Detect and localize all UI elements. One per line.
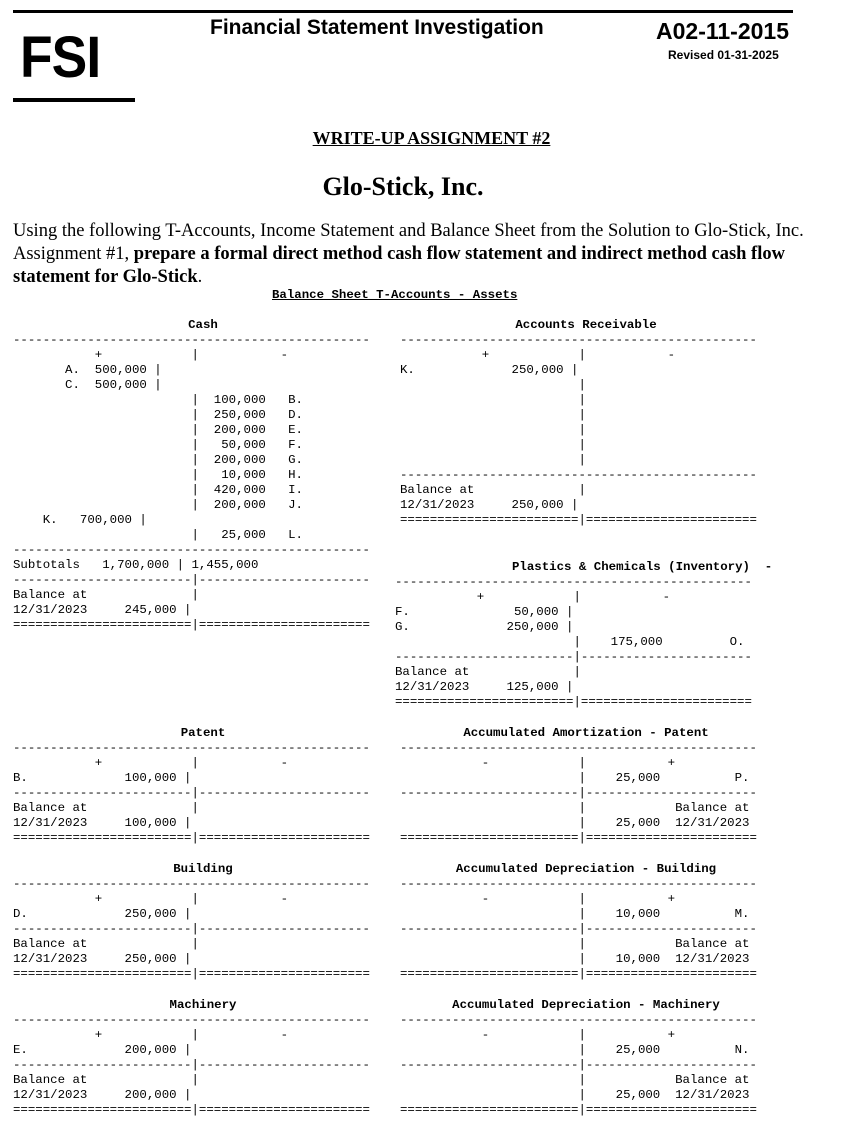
t-account-patent: ------------------------------------------------ + | - B. 100,000 | ------------------------|----------------------- Balance at | 12/31/2023 100,000 | ========================|======================= (13, 741, 370, 845)
t-account-inventory: ------------------------------------------------ + | - F. 50,000 | G. 250,000 | | 175,000 O. ------------------------|----------------------- Balance at | 12/31/2023 125,000 | ========================|======================= (395, 575, 752, 709)
t-account-cash: ------------------------------------------------ + | - A. 500,000 | C. 500,000 | | 100,000 B. | 250,000 D. | 200,000 E. | 50,000 F. | 200,000 G. | 10,000 H. | 420,000 I. | 200,000 J. K. 700,000 | | 25,000 L. ------------------------------------------------ Subtotals 1,700,000 | 1,455,000 ------------------------|----------------------- Balance at | 12/31/2023 245,000 | ========================|======================= (13, 333, 370, 632)
t-account-machinery: ------------------------------------------------ + | - E. 200,000 | ------------------------|----------------------- Balance at | 12/31/2023 200,000 | ========================|======================= (13, 1013, 370, 1117)
fsi-logo: FSI (20, 25, 101, 90)
logo-underline (13, 98, 135, 102)
document-title: Financial Statement Investigation (210, 16, 544, 39)
assignment-title: WRITE-UP ASSIGNMENT #2 (312, 128, 551, 148)
document-number: A02-11-2015 (656, 18, 789, 44)
t-account-building: ------------------------------------------------ + | - D. 250,000 | ------------------------|----------------------- Balance at | 12/31/2023 250,000 | ========================|======================= (13, 877, 370, 981)
header-rule (13, 10, 793, 13)
revised-date: Revised 01-31-2025 (668, 48, 779, 62)
t-account-accum-dep-building: ------------------------------------------------ - | + | 10,000 M. ------------------------|----------------------- | Balance at | 10,000 12/31/2023 ========================|======================= (400, 877, 757, 981)
t-account-title-inventory: Plastics & Chemicals (Inventory) - (512, 560, 773, 574)
t-account-title-accum-amort-patent: Accumulated Amortization - Patent (463, 726, 709, 740)
company-name: Glo-Stick, Inc. (322, 172, 484, 201)
t-account-accum-amort-patent: ------------------------------------------------ - | + | 25,000 P. ------------------------|----------------------- | Balance at | 25,000 12/31/2023 ========================|======================= (400, 741, 757, 845)
t-account-title-building: Building (173, 862, 233, 876)
t-account-title-cash: Cash (188, 318, 218, 332)
t-account-title-accum-dep-building: Accumulated Depreciation - Building (455, 862, 717, 876)
instructions-paragraph: Using the following T-Accounts, Income Statement and Balance Sheet from the Solution to Glo-Stick, Inc. Assignment #1, prepare a formal direct method cash flow statement and indirect method cash flow statement for Glo-Stick. (13, 221, 804, 287)
t-account-title-patent: Patent (180, 726, 226, 740)
t-account-title-accounts-receivable: Accounts Receivable (515, 318, 657, 332)
t-account-accum-dep-machinery: ------------------------------------------------ - | + | 25,000 N. ------------------------|----------------------- | Balance at | 25,000 12/31/2023 ========================|======================= (400, 1013, 757, 1117)
t-account-title-accum-dep-machinery: Accumulated Depreciation - Machinery (452, 998, 720, 1012)
t-account-title-machinery: Machinery (169, 998, 237, 1012)
section-title: Balance Sheet T-Accounts - Assets (272, 288, 518, 302)
instructions-emphasis: prepare a formal direct method cash flow statement and indirect method cash flow statement for Glo-Stick (13, 244, 785, 287)
t-account-accounts-receivable: ------------------------------------------------ + | - K. 250,000 | | | | | | | ------------------------------------------------ Balance at | 12/31/2023 250,000 | ========================|======================= (400, 333, 757, 527)
